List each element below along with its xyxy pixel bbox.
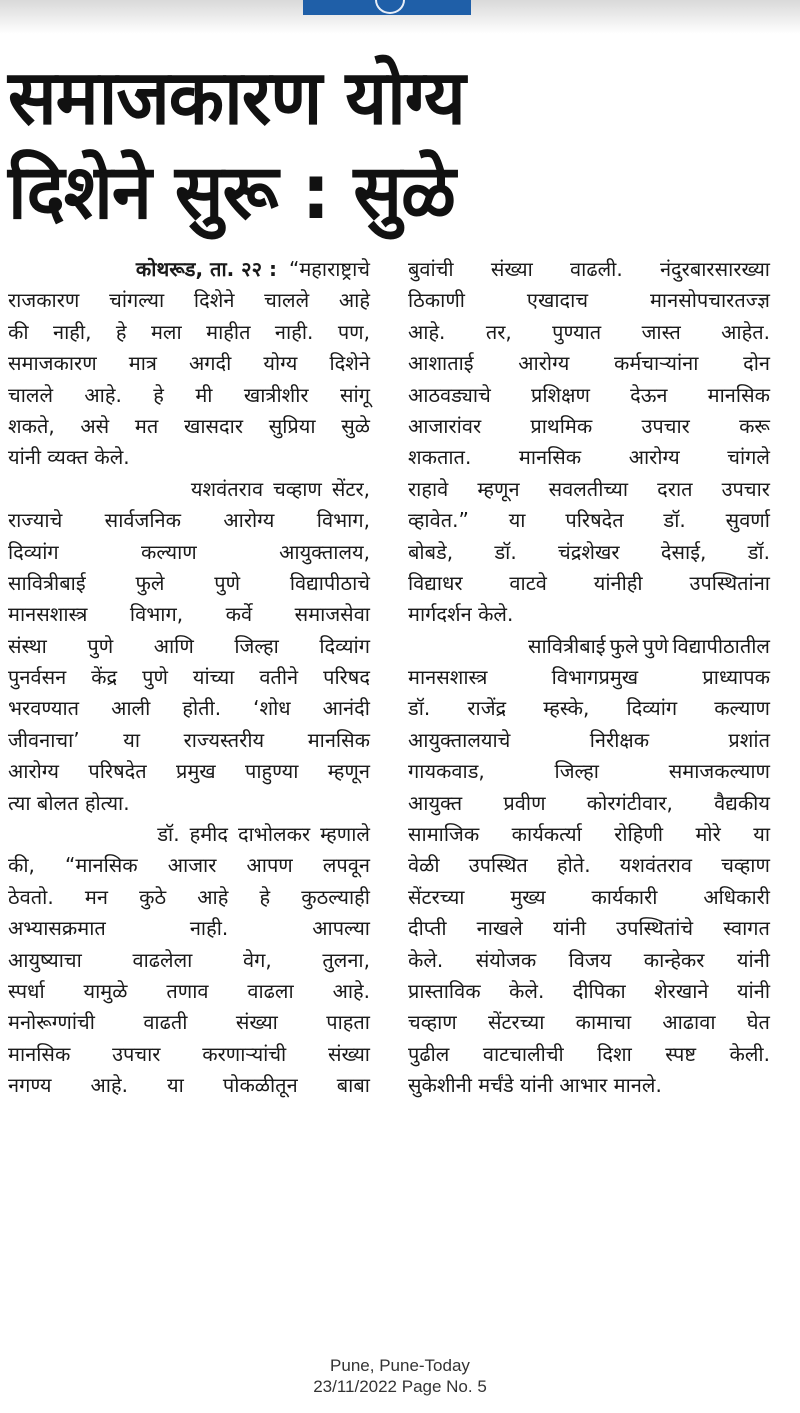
article-word: राजेंद्र [467, 696, 507, 721]
article-word: खात्रीशीर [243, 382, 309, 407]
article-word: तणाव [166, 978, 209, 1003]
article-word: सामाजिक [408, 822, 480, 847]
article-word: दीप्ती [408, 916, 447, 941]
article-word: म्हस्के, [543, 696, 590, 721]
publication-name: Pune, Pune-Today [330, 1356, 470, 1375]
article-word: स्पर्धा [8, 978, 45, 1003]
article-word: आढावा [662, 1010, 716, 1035]
article-word: जीवनाचा’ [8, 727, 80, 752]
article-word: उपचार [112, 1041, 161, 1066]
article-word: कुठल्याही [301, 884, 370, 909]
article-word: परिषदेत [565, 508, 624, 533]
article-line [408, 662, 770, 693]
article-word: राजकारण [8, 288, 80, 313]
article-line [408, 380, 770, 411]
masthead-logo [303, 0, 471, 15]
article-word: संयोजक [475, 947, 537, 972]
article-word: वैद्यकीय [714, 790, 770, 815]
article-word: वतीने [259, 665, 299, 690]
article-word: मत [134, 413, 159, 438]
article-word: कार्यकारी [591, 884, 658, 909]
article-word: दिशेने [329, 351, 370, 376]
article-line [8, 442, 370, 473]
article-line [8, 850, 370, 881]
article-word: “मानसिक [65, 853, 138, 878]
article-word: की, [8, 853, 35, 878]
article-word: मुख्य [510, 884, 546, 909]
article-word: देसाई, [660, 539, 707, 564]
article-line [8, 317, 370, 348]
article-line [408, 693, 770, 724]
article-word: अगदी [189, 351, 232, 376]
publication-footer [0, 1355, 800, 1397]
article-word: यांनी व्यक्त केले. [8, 445, 130, 470]
article-word: आठवड्याचे [408, 382, 491, 407]
article-word: आहे. [90, 1073, 128, 1098]
article-word: कल्याण [141, 539, 197, 564]
article-word: मानसशास्त्र [8, 602, 88, 627]
article-word: वाढला [247, 978, 294, 1003]
article-word: नंदुरबारसारख्या [659, 257, 770, 281]
logo-emblem-icon [375, 0, 405, 14]
article-word: आजार [167, 853, 217, 878]
article-word: नाखले [476, 916, 523, 941]
article-word: शकते, [8, 413, 55, 438]
article-word: घेत [746, 1010, 770, 1035]
article-line [408, 1070, 770, 1101]
article-word: यांनी [552, 916, 587, 941]
article-word: केंद्र [91, 665, 118, 690]
article-word: विद्यापीठातील [672, 633, 770, 658]
article-word: संख्या [235, 1010, 278, 1035]
article-word: कार्यकर्त्या [511, 822, 582, 847]
article-word: स्वागत [723, 916, 770, 941]
article-word: चव्हाण [273, 476, 322, 501]
article-word: डॉ. [747, 539, 770, 564]
article-word: वाढती [143, 1010, 188, 1035]
article-line [408, 411, 770, 442]
article-word: प्रमुख [175, 759, 216, 784]
article-word: शेरखाने [654, 978, 709, 1003]
article-word: या [167, 1073, 184, 1098]
article-word: संस्था [8, 633, 47, 658]
article-word: मानसोपचारतज्ज्ञ [649, 288, 770, 313]
article-word: पुण्यात [552, 319, 602, 344]
article-line [408, 1039, 770, 1070]
article-word: आहे. [332, 978, 370, 1003]
article-column-left [8, 254, 370, 1102]
article-word: कर्मचाऱ्यांना [613, 351, 699, 376]
article-word: जास्त [641, 319, 681, 344]
article-word: पुणे [87, 633, 114, 658]
article-word: विजय [568, 947, 612, 972]
article-line [8, 537, 370, 568]
article-word: मानसिक [707, 382, 770, 407]
article-word: यशवंतराव [619, 853, 692, 878]
article-word: राज्याचे [8, 508, 63, 533]
article-word: राहावे [408, 476, 449, 501]
article-line [8, 1039, 370, 1070]
article-line [408, 819, 770, 850]
article-word: ठेवतो. [8, 884, 54, 909]
article-word: अभ्यासक्रमात [8, 916, 106, 941]
article-word: केले. [509, 978, 545, 1003]
article-word: रोहिणी [614, 822, 664, 847]
article-word: मन [84, 884, 108, 909]
article-word: मानसशास्त्र [408, 665, 488, 690]
article-word: मला [150, 319, 182, 344]
article-word: तुलना, [322, 947, 370, 972]
article-word: मात्र [128, 351, 157, 376]
article-column-right [408, 254, 770, 1102]
article-word: आरोग्य [518, 351, 570, 376]
article-word: सुकेशीनी मर्चंडे यांनी आभार मानले. [408, 1073, 662, 1098]
article-word: सार्वजनिक [104, 508, 181, 533]
article-word: कर्वे [225, 602, 253, 627]
article-line [408, 537, 770, 568]
article-word: पुनर्वसन [8, 665, 67, 690]
article-line [8, 945, 370, 976]
article-word: लपवून [322, 853, 370, 878]
article-line [408, 348, 770, 379]
article-word: विभाग, [129, 602, 184, 627]
article-word: जिल्हा [234, 633, 279, 658]
article-word: दिव्यांग [319, 633, 370, 658]
article-word: मानसिक [8, 1041, 71, 1066]
article-word: एखादाच [526, 288, 589, 313]
article-word: समाजकारण [8, 351, 97, 376]
article-word: वेग, [242, 947, 272, 972]
article-word: हे [115, 319, 127, 344]
article-word: वाटवे [509, 570, 547, 595]
article-word: केले. [408, 947, 444, 972]
article-word: दाभोलकर [237, 822, 311, 847]
article-word: परिषदेत [88, 759, 147, 784]
article-word: प्राध्यापक [702, 665, 770, 690]
article-word: पुणे [142, 665, 168, 690]
article-word: दीपिका [572, 978, 626, 1003]
article-word: चंद्रशेखर [558, 539, 620, 564]
article-line [408, 442, 770, 473]
article-word: आयुष्याचा [8, 947, 82, 972]
article-line [8, 568, 370, 599]
article-line [408, 568, 770, 599]
article-word: विद्याधर [408, 570, 463, 595]
article-word: असे [80, 413, 110, 438]
headline [8, 50, 568, 239]
article-word: कोरगंटीवार, [586, 790, 673, 815]
article-word: तर, [485, 319, 512, 344]
article-word: सेंटरच्या [408, 884, 465, 909]
article-word: सेंटरच्या [487, 1010, 545, 1035]
article-word: उपस्थित [468, 853, 528, 878]
article-line [8, 599, 370, 630]
article-word: बोबडे, [408, 539, 454, 564]
article-word: संख्या [490, 257, 533, 281]
article-word: कुठे [139, 884, 167, 909]
article-word: वाढली. [570, 257, 623, 281]
article-word: स्पष्ट [665, 1041, 697, 1066]
article-word: डॉ. [494, 539, 517, 564]
article-word: पाहता [326, 1010, 370, 1035]
article-word: समाजकल्याण [668, 759, 770, 784]
article-line [8, 882, 370, 913]
article-line [408, 599, 770, 630]
article-word: सावित्रीबाई [527, 633, 606, 658]
article-word: दोन [743, 351, 770, 376]
article-word: चालले [264, 288, 310, 313]
article-word: दिव्यांग [626, 696, 678, 721]
article-line [8, 788, 370, 819]
article-line [408, 850, 770, 881]
article-line [8, 756, 370, 787]
article-word: आपण [246, 853, 293, 878]
article-word: होती. [182, 696, 222, 721]
article-word: प्रशांत [728, 727, 770, 752]
article-word: यांनी [736, 978, 770, 1003]
article-word: विभागप्रमुख [551, 665, 639, 690]
article-word: प्रशिक्षण [530, 382, 590, 407]
article-word: प्रवीण [503, 790, 546, 815]
article-word: चांगल्या [109, 288, 165, 313]
article-word: दिव्यांग [8, 539, 59, 564]
publication-date-page: 23/11/2022 Page No. 5 [313, 1377, 487, 1396]
article-word: मानसिक [518, 445, 582, 470]
article-word: होते. [557, 853, 591, 878]
article-word: आहेत. [721, 319, 770, 344]
article-word: नाही, [53, 319, 92, 344]
article-word: बुवांची [408, 257, 454, 281]
article-word: चालले [8, 382, 53, 407]
article-word: चव्हाण [721, 853, 770, 878]
article-word: कान्हेकर [643, 947, 705, 972]
article-word: यांनी [736, 947, 770, 972]
article-word: “महाराष्ट्राचे [288, 257, 370, 281]
article-word: हे [153, 382, 164, 407]
article-word: विभाग, [316, 508, 370, 533]
article-word: प्रास्ताविक [408, 978, 481, 1003]
article-word: म्हणून [327, 759, 370, 784]
article-line [408, 945, 770, 976]
article-word: उपचार [641, 413, 690, 438]
article-line [8, 913, 370, 944]
article-word: अधिकारी [703, 884, 770, 909]
article-line [408, 285, 770, 316]
article-word: हमीद [189, 822, 228, 847]
article-word: यशवंतराव [190, 476, 264, 501]
article-word: आयुक्त [408, 790, 463, 815]
article-word: नगण्य [8, 1073, 52, 1098]
article-word: शकतात. [408, 445, 472, 470]
article-word: बाबा [336, 1073, 370, 1098]
article-word: मार्गदर्शन केले. [408, 602, 514, 627]
article-line [408, 882, 770, 913]
article-word: पाहुण्या [244, 759, 299, 784]
article-line [8, 819, 370, 850]
article-word: फुले [609, 633, 639, 658]
article-word: आली [111, 696, 151, 721]
article-word: वाढलेला [132, 947, 193, 972]
article-word: सेंटर, [331, 476, 370, 501]
article-word: दरात [657, 476, 693, 501]
article-word: यांनीही [593, 570, 643, 595]
article-word: मी [195, 382, 213, 407]
article-word: संख्या [327, 1041, 370, 1066]
article-line [408, 976, 770, 1007]
article-word: विद्यापीठाचे [289, 570, 370, 595]
article-word: आणि [153, 633, 194, 658]
article-line [8, 505, 370, 536]
headline-line-2: दिशेने सुरू : सुळे [8, 147, 455, 236]
article-word: आहे. [408, 319, 446, 344]
article-word: त्या बोलत होत्या. [8, 790, 130, 815]
article-word: पुणे [642, 633, 669, 658]
article-word: भरवण्यात [8, 696, 80, 721]
article-word: म्हणाले [320, 822, 370, 847]
article-line [408, 913, 770, 944]
article-word: देऊन [630, 382, 668, 407]
article-line [408, 1007, 770, 1038]
article-word: वाटचालीची [482, 1041, 564, 1066]
article-word: नाही. [189, 916, 229, 941]
article-word: डॉ. [408, 696, 431, 721]
article-word: आहे [197, 884, 229, 909]
article-word: आहे [338, 288, 370, 313]
article-line [8, 662, 370, 693]
article-line [408, 317, 770, 348]
article-word: हे [259, 884, 271, 909]
article-word: निरीक्षक [589, 727, 650, 752]
headline-line-1: समाजकारण योग्य [8, 53, 465, 142]
article-word: चव्हाण [408, 1010, 457, 1035]
article-word: यांच्या [192, 665, 235, 690]
article-word: प्राथमिक [530, 413, 593, 438]
article-line [8, 411, 370, 442]
article-word: आरोग्य [8, 759, 60, 784]
article-word: नाही. [274, 319, 314, 344]
article-word: आरोग्य [628, 445, 680, 470]
article-word: सुवर्णा [725, 508, 770, 533]
article-word: चांगले [727, 445, 770, 470]
article-line [8, 254, 370, 285]
article-dateline: कोथरूड, ता. २२ : [135, 257, 277, 281]
article-line [408, 631, 770, 662]
article-word: राज्यस्तरीय [183, 727, 265, 752]
article-word: जिल्हा [554, 759, 599, 784]
article-word: कल्याण [714, 696, 770, 721]
article-word: पुढील [408, 1041, 450, 1066]
article-word: समाजसेवा [294, 602, 370, 627]
article-word: मोरे [695, 822, 721, 847]
article-word: कामाचा [575, 1010, 632, 1035]
article-word: ‘शोध [253, 696, 291, 721]
article-line [8, 1007, 370, 1038]
article-word: उपचार [721, 476, 770, 501]
article-word: सवलतीच्या [548, 476, 629, 501]
article-line [8, 285, 370, 316]
article-word: आयुक्तालयाचे [408, 727, 511, 752]
article-word: उपस्थितांचे [616, 916, 694, 941]
article-line [8, 1070, 370, 1101]
article-word: डॉ. [663, 508, 686, 533]
article-word: परिषद [323, 665, 370, 690]
article-line [8, 380, 370, 411]
article-line [408, 505, 770, 536]
article-line [8, 725, 370, 756]
article-word: आशाताई [408, 351, 474, 376]
article-word: आरोग्य [223, 508, 275, 533]
article-word: दिशेने [193, 288, 235, 313]
article-word: यामुळे [83, 978, 128, 1003]
article-line [408, 788, 770, 819]
article-word: वेळी [408, 853, 440, 878]
article-word: उपस्थितांना [689, 570, 770, 595]
article-word: आजारांवर [408, 413, 482, 438]
article-word: सुळे [341, 413, 370, 438]
article-word: गायकवाड, [408, 759, 485, 784]
article-line [8, 976, 370, 1007]
article-word: फुले [135, 570, 165, 595]
article-line [408, 474, 770, 505]
article-word: व्हावेत.” [408, 508, 469, 533]
article-word: मानसिक [307, 727, 370, 752]
article-word: या [508, 508, 526, 533]
article-line [8, 631, 370, 662]
article-word: खासदार [183, 413, 244, 438]
article-word: पोकळीतून [222, 1073, 298, 1098]
article-word: या [753, 822, 770, 847]
article-line [408, 756, 770, 787]
article-line [8, 693, 370, 724]
article-line [408, 254, 770, 285]
article-word: सांगू [340, 382, 370, 407]
article-word: केली. [729, 1041, 770, 1066]
article-word: सुप्रिया [268, 413, 316, 438]
article-word: पण, [337, 319, 370, 344]
article-word: आयुक्तालय, [279, 539, 370, 564]
article-word: दिशा [597, 1041, 632, 1066]
article-word: माहीत [206, 319, 251, 344]
article-word: की [8, 319, 29, 344]
article-word: करू [739, 413, 770, 438]
article-word: आपल्या [312, 916, 370, 941]
article-line [408, 725, 770, 756]
article-word: या [123, 727, 141, 752]
article-line [8, 348, 370, 379]
article-line [8, 474, 370, 505]
article-word: आनंदी [322, 696, 370, 721]
article-word: करणाऱ्यांची [202, 1041, 287, 1066]
article-word: डॉ. [157, 822, 180, 847]
article-word: पुणे [214, 570, 241, 595]
article-word: मनोरूग्णांची [8, 1010, 95, 1035]
article-word: योग्य [263, 351, 298, 376]
article-word: ठिकाणी [408, 288, 465, 313]
article-word: म्हणून [477, 476, 520, 501]
article-word: सावित्रीबाई [8, 570, 86, 595]
article-word: आहे. [84, 382, 122, 407]
